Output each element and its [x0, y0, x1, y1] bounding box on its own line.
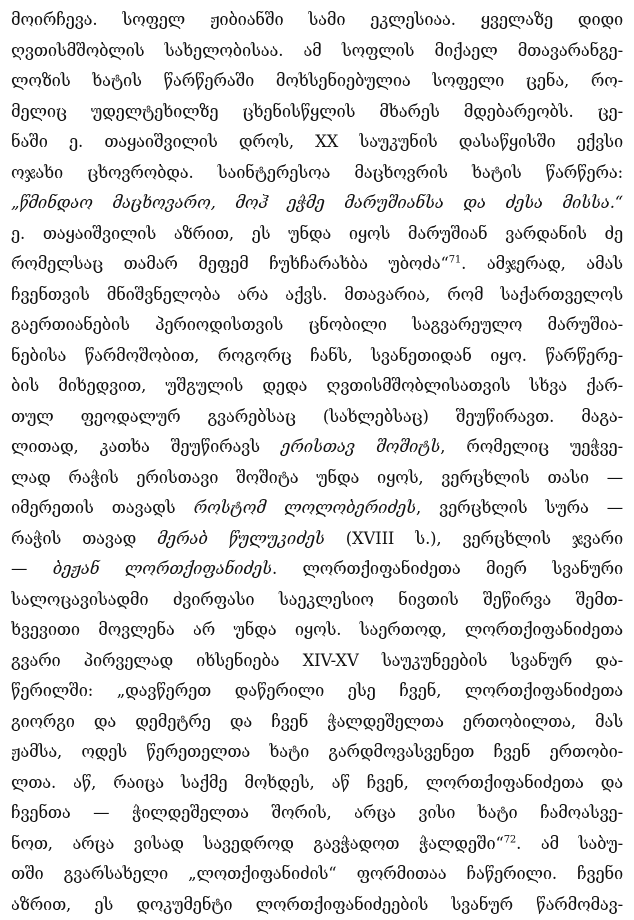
text-span: წერილში: „დავწერეთ დაწერილი ესე ჩვენ, ლორთქიფანიძეთა [11, 681, 623, 700]
text-span: თულ ფეოდალურ გვარებსაც (სახლებსაც) შეუწირავთ. მაგა- [11, 407, 623, 426]
text-line [11, 36, 623, 67]
text-span: ნაში ე. თაყაიშვილის დროს, XX საუკუნის დასაწყისში ექვსი [11, 132, 623, 151]
text-span: ლითად, კათხა შეუწირავს [11, 437, 281, 456]
italic-text: „წმინდაო მაცხოვარო, მოჰ ეჭმე მარუშიანსა და ძესა მისსა.“ [11, 193, 623, 212]
text-span: ლთა. აწ, რაიცა საქმე მოხდეს, აწ ჩვენ, ლორთქიფანიძეთა და [11, 773, 623, 792]
text-span: ლოზის ხატის წარწერაში მოხსენიებულია სოფელი ცენა, რო- [11, 71, 623, 90]
text-line [11, 768, 623, 799]
italic-text: ერისთავ შოშიტს [281, 437, 440, 456]
text-line [11, 798, 623, 829]
text-span: . ამჯერად, ამას [461, 254, 623, 273]
text-line [11, 5, 623, 36]
text-span: , რომელიც უეჭვე- [440, 437, 623, 456]
text-line [11, 615, 623, 646]
text-span: ლად რაჭის ერისთავი შოშიტა უნდა იყოს, ვერცხლის თასი — [11, 468, 623, 487]
footnote-ref: 71 [449, 255, 461, 266]
text-line [11, 737, 623, 768]
text-span: ოჯახი ცხოვრობდა. საინტერესოა მაცხოვრის ხატის წარწერა: [11, 163, 623, 182]
text-span: ე. თაყაიშვილის აზრით, ეს უნდა იყოს მარუშიან ვარდანის ძე [11, 224, 623, 243]
text-line [11, 66, 623, 97]
text-span: ღვთისმშობლის სახელობისაა. ამ სოფლის მიქაელ მთავარანგე- [11, 41, 623, 60]
text-line [11, 707, 623, 738]
text-line [11, 97, 623, 128]
text-line [11, 219, 623, 250]
text-span: მელიც უდელტეხილზე ცხენისწყლის მხარეს მდებარეობს. ცე- [11, 102, 623, 121]
text-span: რაჭის თავად [11, 529, 157, 548]
text-span: — [11, 559, 53, 578]
text-span: რომელსაც თამარ მეფემ ჩუხჩარახბა უბოძა“ [11, 254, 449, 273]
text-line [11, 310, 623, 341]
text-line [11, 249, 623, 280]
text-span: (XVIII ს.), ვერცხლის ჯვარი [325, 529, 623, 548]
text-line [11, 371, 623, 402]
text-span: . ამ საბუ- [516, 834, 623, 853]
text-line [11, 402, 623, 433]
text-line [11, 341, 623, 372]
text-span: აზრით, ეს დოკუმენტი ლორთქიფანიძეების სვანურ წარმომავ- [11, 895, 623, 914]
text-line [11, 493, 623, 524]
text-span: ჩვენთვის მნიშვნელობა არა აქვს. მთავარია, რომ საქართველოს [11, 285, 623, 304]
text-span: ნებისა წარმოშობით, როგორც ჩანს, სვანეთიდან იყო. წარწერე- [11, 346, 623, 365]
text-span: ხვევითი მოვლენა არ უნდა იყოს. საერთოდ, ლორთქიფანიძეთა [11, 620, 623, 639]
text-span: ჟამსა, ოდეს წერეთელთა ხატი გარდმოვასვენეთ ჩვენ ერთობი- [11, 742, 623, 761]
text-line [11, 585, 623, 616]
text-span: . ლორთქიფანიძეთა მიერ სვანური [272, 559, 623, 578]
text-span: იმერეთის თავადს [11, 498, 194, 517]
text-span: გვარი პირველად იხსენიება XIV-XV საუკუნეების სვანურ და- [11, 651, 623, 670]
text-span: ბის მიხედვით, უშგულის დედა ღვთისმშობლისათვის სხვა ქარ- [11, 376, 623, 395]
text-line [11, 890, 623, 920]
text-line [11, 188, 623, 219]
text-span: გიორგი და დემეტრე და ჩვენ ჭალდეშელთა ერთობილთა, მას [11, 712, 623, 731]
text-line [11, 432, 623, 463]
text-line [11, 463, 623, 494]
text-span: თში გვარსახელი „ლოთქიფანიძის“ ფორმითაა ჩაწერილი. ჩვენი [11, 864, 623, 883]
text-line [11, 280, 623, 311]
text-span: სალოცავისადმი ძვირფასი საეკლესიო ნივთის შეწირვა შემთ- [11, 590, 623, 609]
text-line [11, 524, 623, 555]
text-line [11, 676, 623, 707]
italic-text: როსტომ ლოლობერიძეს [194, 498, 416, 517]
text-line [11, 829, 623, 860]
text-span: ნოთ, არცა ვისად სავედროდ გავჭადოთ ჭალდეში“ [11, 834, 504, 853]
footnote-ref: 72 [504, 834, 516, 845]
text-span: , ვერცხლის სურა — [416, 498, 623, 517]
text-line [11, 554, 623, 585]
italic-text: მერაბ წულუკიძეს [157, 529, 325, 548]
text-span: გაერთიანების პერიოდისთვის ცნობილი საგვარეულო მარუშია- [11, 315, 623, 334]
italic-text: ბეჟან ლორთქიფანიძეს [53, 559, 272, 578]
text-line [11, 158, 623, 189]
text-line [11, 127, 623, 158]
text-span: ჩვენთა — ჭილდეშელთა შორის, არცა ვისი ხატი ჩამოასვე- [11, 803, 623, 822]
text-line [11, 646, 623, 677]
text-span: მოირჩევა. სოფელ ჟიბიანში სამი ეკლესიაა. ყველაზე დიდი [11, 10, 623, 29]
